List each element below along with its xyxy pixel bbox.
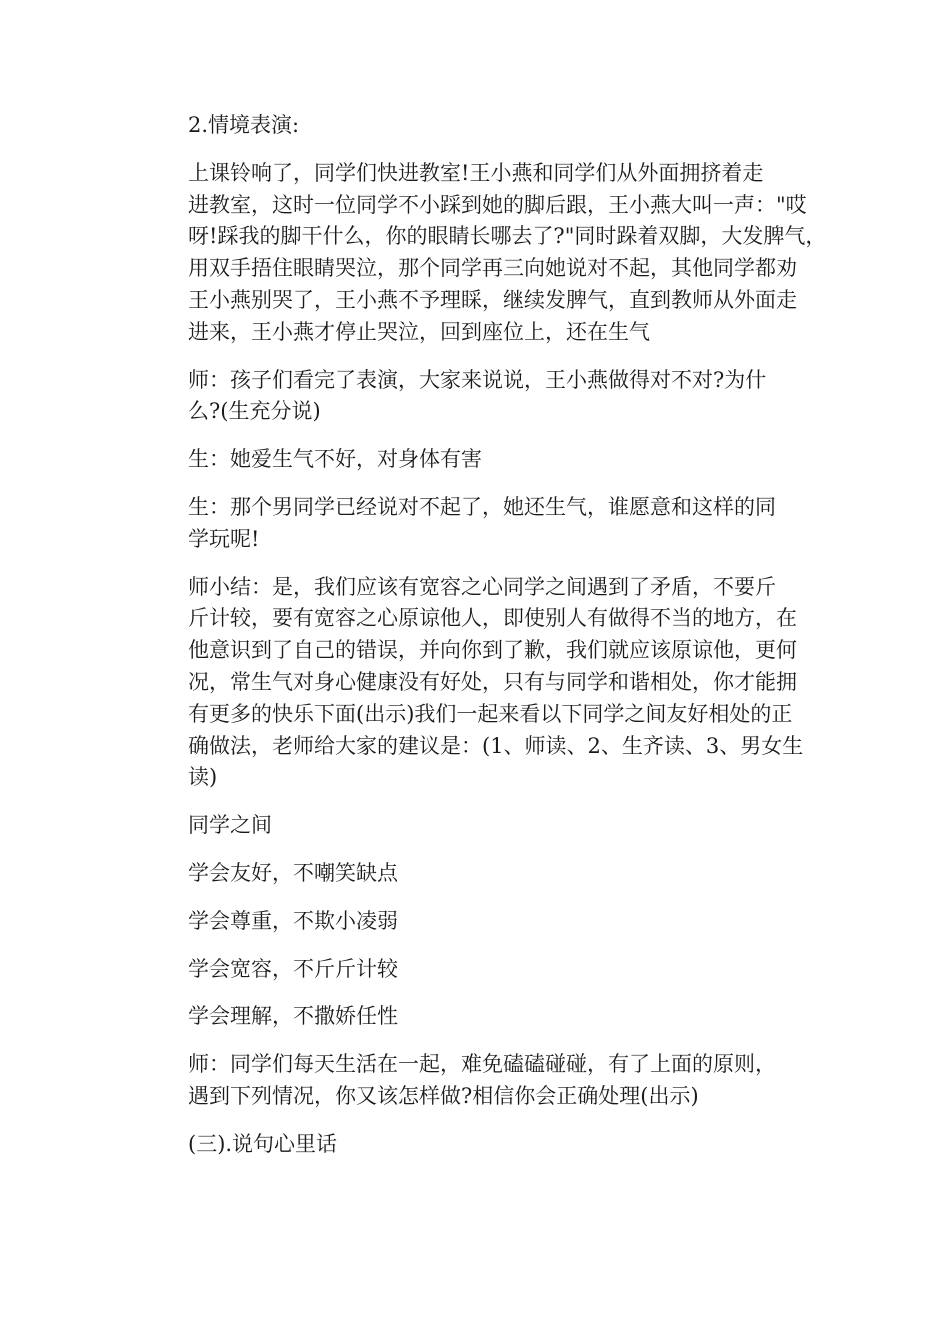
section-heading: 2.情境表演: [188, 113, 300, 137]
document-page [146, 110, 827, 1177]
teacher-instruction-paragraph: 师：同学们每天生活在一起，难免磕磕碰碰，有了上面的原则， 遇到下列情况，你又该怎样做?相信你会正确处理(出示) [188, 1052, 776, 1108]
principle-item: 学会友好，不嘲笑缺点 [188, 860, 398, 885]
principle-item: 学会理解，不撒娇任性 [188, 1004, 398, 1029]
section-heading: (三).说句心里话 [188, 1131, 338, 1156]
principle-item: 学会宽容，不斤斤计较 [188, 956, 398, 981]
student-answer-paragraph: 生：那个男同学已经说对不起了，她还生气，谁愿意和这样的同 学玩呢! [188, 494, 776, 551]
principle-item: 学会尊重，不欺小凌弱 [188, 908, 398, 933]
student-answer-paragraph: 生：她爱生气不好，对身体有害 [188, 447, 482, 472]
principle-heading: 同学之间 [188, 813, 272, 838]
teacher-question-paragraph: 师：孩子们看完了表演，大家来说说，王小燕做得对不对?为什 么?(生充分说) [188, 367, 767, 424]
scenario-paragraph: 上课铃响了，同学们快进教室!王小燕和同学们从外面拥挤着走 进教室，这时一位同学不小踩到她的脚后跟，王小燕大叫一声："哎 呀!踩我的脚干什么，你的眼睛长哪去了?"同时跺着双脚，大发脾气， 用双手捂住眼睛哭泣，那个同学再三向她说对不起，其他同学都劝 王小燕别哭了，王小燕不予理睬，继续发脾气，直到教师从外面走 进来，王小燕才停止哭泣，回到座位上，还在生气 [188, 160, 827, 344]
teacher-summary-paragraph: 师小结：是，我们应该有宽容之心同学之间遇到了矛盾，不要斤 斤计较，要有宽容之心原谅他人，即使别人有做得不当的地方，在 他意识到了自己的错误，并向你到了歉，我们就应该原谅他，更何 况，常生气对身心健康没有好处，只有与同学和谐相处，你才能拥 有更多的快乐下面(出示)我们一起来看以下同学之间友好相处的正 确做法，老师给大家的建议是：(1、师读、2、生齐读、3、男女生 读) [188, 574, 804, 790]
